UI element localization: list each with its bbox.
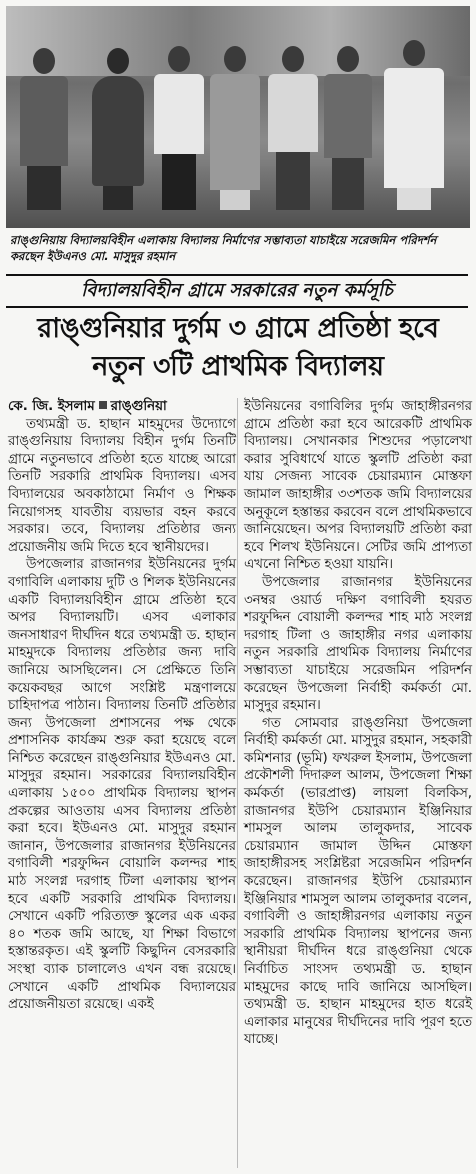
byline-place: রাঙ্গুনিয়া — [110, 399, 167, 414]
paragraph: ইউনিয়নের বগাবিলির দুর্গম জাহাঙ্গীরনগর গ্রামে প্রতিষ্ঠা করা হবে আরেকটি প্রাথমিক বিদ্যালয়। সেখানকার শিশুদের পড়ালেখা করার সুবিধার্থে যাতে স্কুলটি প্রতিষ্ঠা করা যায় সেজন্য সাবেক চেয়ারম্যান মোস্তফা জামাল জাহাঙ্গীর ৩৩শতক জমি বিদ্যালয়ের অনুকূলে হস্তান্তর করবেন বলে প্রাথমিকভাবে জানিয়েছেন। অপর বিদ্যালয়টি প্রতিষ্ঠা করা হবে শিলখ ইউনিয়নে। সেটির জমি প্রাপ্যতা এখনো নিশ্চিত হওয়া যায়নি। — [244, 399, 472, 573]
photo-person — [92, 48, 144, 210]
byline-author: কে. জি. ইসলাম — [8, 399, 95, 414]
column-divider — [237, 398, 238, 1168]
photo-person — [154, 46, 204, 210]
main-headline — [6, 310, 470, 386]
photo-person — [210, 46, 260, 210]
paragraph: গত সোমবার রাঙ্গুনিয়া উপজেলা নির্বাহী কর্মকর্তা মো. মাসুদুর রহমান, সহকারী কমিশনার (ভূমি) ফখরুল ইসলাম, উপজেলা প্রকৌশলী দিদারুল আলম, উপজেলা শিক্ষা কর্মকর্তা (ভারপ্রাপ্ত) লায়লা বিলকিস, রাজানগর ইউপি চেয়ারম্যান ইঞ্জিনিয়ার শামসুল আলম তালুকদার, সাবেক চেয়ারম্যান জামাল উদ্দিন মোস্তফা জাহাঙ্গীরসহ সংশ্লিষ্টরা সরেজমিন পরিদর্শন করেছেন। রাজানগর ইউপি চেয়ারম্যান ইঞ্জিনিয়ার শামসুল আলম তালুকদার বলেন, বগাবিলী ও জাহাঙ্গীরনগর এলাকায় নতুন সরকারি প্রাথমিক বিদ্যালয় স্থাপনের জন্য স্থানীয়রা দীর্ঘদিন ধরে রাঙ্গুনিয়া থেকে নির্বাচিত সাংসদ তথ্যমন্ত্রী ড. হাছান মাহমুদের কাছে দাবি জানিয়ে আসছিল। তথ্যমন্ত্রী ড. হাছান মাহমুদের হাত ধরেই এলাকার মানুষের দীর্ঘদিনের দাবি পূরণ হতে যাচ্ছে। — [244, 715, 472, 1048]
paragraph: তথ্যমন্ত্রী ড. হাছান মাহমুদের উদ্যোগে রাঙ্গুনিয়ায় বিদ্যালয় বিহীন দুর্গম তিনটি গ্রামে নতুনভাবে প্রতিষ্ঠা হতে যাচ্ছে আরো তিনটি সরকারি প্রাথমিক বিদ্যালয়। এসব বিদ্যালয়ের অবকাঠামো নির্মাণ ও শিক্ষক নিয়োগসহ যাবতীয় ব্যয়ভার বহন করবে সরকার। তবে, বিদ্যালয় প্রতিষ্ঠার জন্য প্রয়োজনীয় জমি দিতে হবে স্থানীয়দের। — [8, 416, 236, 555]
news-photo — [6, 6, 470, 228]
paragraph: উপজেলার রাজানগর ইউনিয়নের দুর্গম বগাবিলি এলাকায় দুটি ও শিলক ইউনিয়নের একটি বিদ্যালয়বিহীন গ্রামে প্রতিষ্ঠা হবে অপর বিদ্যালয়টি। এসব এলাকার জনসাধারণ দীর্ঘদিন ধরে তথ্যমন্ত্রী ড. হাছান মাহমুদকে বিদ্যালয় প্রতিষ্ঠার জন্য দাবি জানিয়ে আসছিলেন। সে প্রেক্ষিতে তিনি কয়েকবছর আগে সংশ্লিষ্ট মন্ত্রণালয়ে চাহিদাপত্র পাঠান। বিদ্যালয় তিনটি প্রতিষ্ঠার জন্য উপজেলা প্রশাসনের পক্ষ থেকে প্রশাসনিক কার্যক্রম শুরু করা হয়েছে বলে নিশ্চিত করেছেন রাঙ্গুনিয়ার ইউএনও মো. মাসুদুর রহমান। সরকারের বিদ্যালয়বিহীন এলাকায় ১৫০০ প্রাথমিক বিদ্যালয় স্থাপন প্রকল্পের আওতায় এসব বিদ্যালয় প্রতিষ্ঠা করা হবে। ইউএনও মো. মাসুদুর রহমান জানান, উপজেলার রাজানগর ইউনিয়নের বগাবিলী শরফুদ্দিন বোয়ালি কলন্দর শাহ মাঠ সংলগ্ন দরগাহ টিলা এলাকায় স্থাপন হবে একটি সরকারি প্রাথমিক বিদ্যালয়। সেখানে একটি পরিত্যক্ত স্কুলের এক একর ৪০ শতক জমি আছে, যা শিক্ষা বিভাগে হস্তান্তরকৃত। এই স্কুলটি কিছুদিন বেসরকারি সংস্থা ব্যাক চালালেও এখন বন্ধ রয়েছে। সেখানে একটি প্রাথমিক বিদ্যালয়ের প্রয়োজনীয়তা রয়েছে। একই — [8, 557, 236, 1013]
article-column-left — [8, 398, 236, 1014]
photo-person — [384, 40, 444, 210]
headline-line-2: নতুন ৩টি প্রাথমিক বিদ্যালয় — [92, 351, 384, 382]
photo-caption: রাঙ্গুনিয়ায় বিদ্যালয়বিহীন এলাকায় বিদ্যালয় নির্মাণের সম্ভাব্যতা যাচাইয়ে সরেজমিন পরিদর্শন করছেন ইউএনও মো. মাসুদুর রহমান — [10, 233, 437, 263]
paragraph: উপজেলার রাজানগর ইউনিয়নের ৩নম্বর ওয়ার্ড দক্ষিণ বগাবিলী হযরত শরফুদ্দিন বোয়ালী কলন্দর শাহ মাঠ সংলগ্ন দরগাহ টিলা ও জাহাঙ্গীর নগর এলাকায় নতুন সরকারি প্রাথমিক বিদ্যালয় নির্মাণের সম্ভাব্যতা যাচাইয়ে সরেজমিন পরিদর্শন করেছেন উপজেলা নির্বাহী কর্মকর্তা মো. মাসুদুর রহমান। — [244, 574, 472, 714]
kicker-headline: বিদ্যালয়বিহীন গ্রামে সরকারের নতুন কর্মসূচি — [6, 274, 468, 308]
photo-person — [20, 48, 68, 210]
photo-person — [268, 46, 318, 210]
square-bullet-icon — [99, 401, 107, 409]
byline — [8, 398, 236, 416]
article-column-right — [244, 398, 472, 1049]
headline-line-1: রাঙ্গুনিয়ার দুর্গম ৩ গ্রামে প্রতিষ্ঠা হবে — [37, 313, 439, 344]
photo-person — [324, 46, 372, 210]
